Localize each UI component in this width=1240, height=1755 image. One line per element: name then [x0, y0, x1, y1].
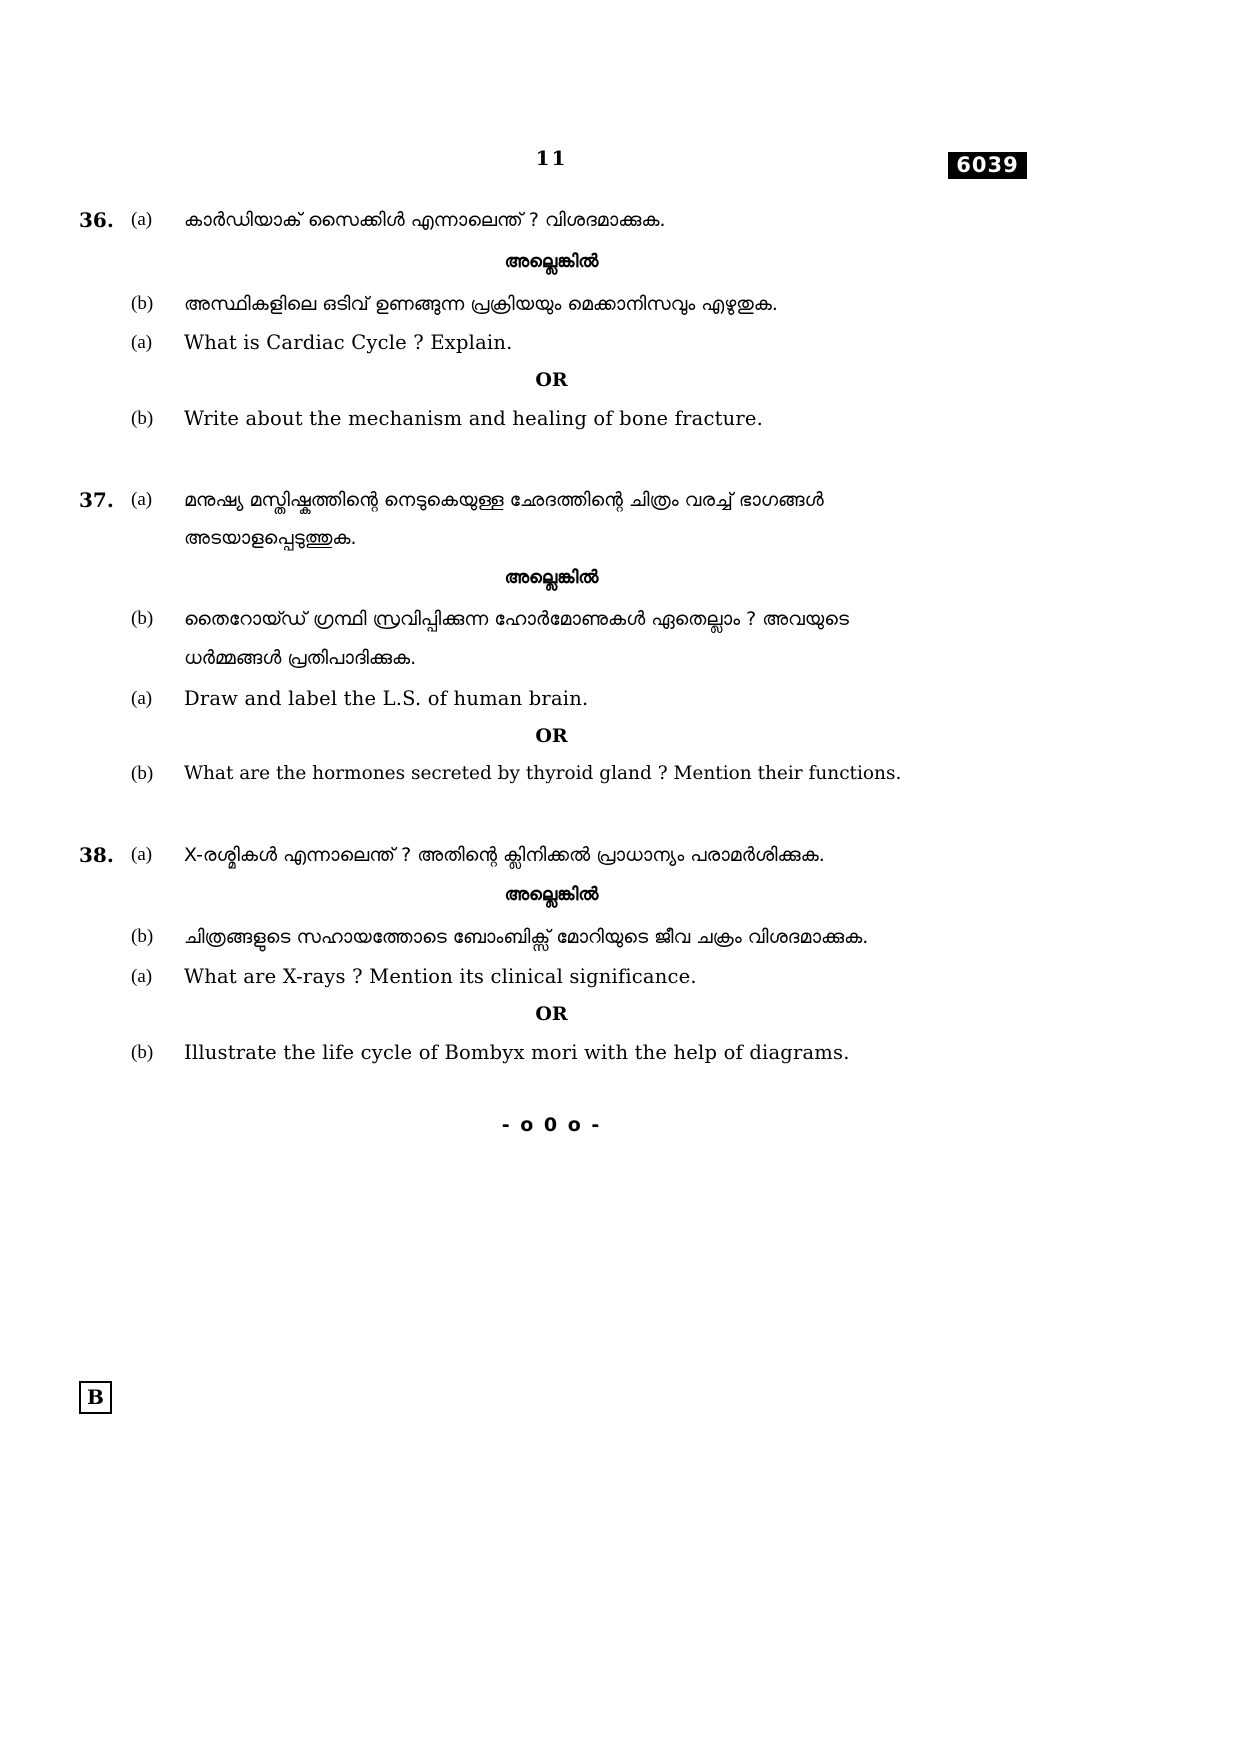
page-number: 11: [535, 146, 568, 170]
question-number: 36.: [79, 208, 114, 232]
question-text: What are the hormones secreted by thyroid gland ? Mention their functions.: [184, 763, 902, 784]
question-text: Draw and label the L.S. of human brain.: [184, 687, 589, 710]
question-text: അടയാളപ്പെടുത്തുക.: [184, 527, 357, 549]
part-label: (a): [131, 688, 153, 709]
question-text: What is Cardiac Cycle ? Explain.: [184, 331, 513, 354]
part-label: (a): [131, 844, 153, 865]
part-label: (b): [131, 1042, 154, 1063]
part-label: (a): [131, 332, 153, 353]
question-text: അസ്ഥികളിലെ ഒടിവ് ഉണങ്ങുന്ന പ്രക്രിയയും മെക്കാനിസവും എഴുതുക.: [184, 293, 778, 315]
part-label: (a): [131, 966, 153, 987]
or-separator: OR: [535, 725, 568, 747]
question-number: 38.: [79, 843, 114, 867]
end-of-paper-mark: - o 0 o -: [501, 1114, 602, 1136]
question-text: Write about the mechanism and healing of bone fracture.: [184, 407, 764, 430]
or-separator: OR: [535, 1003, 568, 1025]
part-label: (b): [131, 926, 154, 947]
question-text: കാർഡിയാക് സൈക്കിൾ എന്നാലെന്ത് ? വിശദമാക്കുക.: [184, 209, 666, 231]
question-text: ധർമ്മങ്ങൾ പ്രതിപാദിക്കുക.: [184, 647, 417, 669]
or-separator-malayalam: അല്ലെങ്കിൽ: [504, 884, 599, 905]
question-text: തൈറോയ്ഡ് ഗ്രന്ഥി സ്രവിപ്പിക്കുന്ന ഹോർമോണുകൾ ഏതെല്ലാം ? അവയുടെ: [184, 608, 849, 630]
part-label: (b): [131, 608, 154, 629]
question-text: Illustrate the life cycle of Bombyx mori with the help of diagrams.: [184, 1041, 850, 1064]
version-box: B: [79, 1381, 112, 1414]
part-label: (a): [131, 209, 153, 230]
or-separator-malayalam: അല്ലെങ്കിൽ: [504, 251, 599, 272]
part-label: (a): [131, 489, 153, 510]
part-label: (b): [131, 408, 154, 429]
question-text: X-രശ്മികൾ എന്നാലെന്ത് ? അതിന്റെ ക്ലിനിക്കൽ പ്രാധാന്യം പരാമർശിക്കുക.: [184, 844, 825, 866]
question-text: മനുഷ്യ മസ്തിഷ്കത്തിന്റെ നെടുകെയുള്ള ഛേദത്തിന്റെ ചിത്രം വരച്ച് ഭാഗങ്ങൾ: [184, 489, 824, 511]
paper-code-badge: 6039: [948, 152, 1027, 179]
or-separator-malayalam: അല്ലെങ്കിൽ: [504, 567, 599, 588]
question-text: What are X-rays ? Mention its clinical significance.: [184, 965, 697, 988]
part-label: (b): [131, 293, 154, 314]
part-label: (b): [131, 763, 154, 784]
or-separator: OR: [535, 369, 568, 391]
question-text: ചിത്രങ്ങളുടെ സഹായത്തോടെ ബോംബിക്സ് മോറിയുടെ ജീവ ചക്രം വിശദമാക്കുക.: [184, 926, 869, 948]
question-number: 37.: [79, 488, 114, 512]
